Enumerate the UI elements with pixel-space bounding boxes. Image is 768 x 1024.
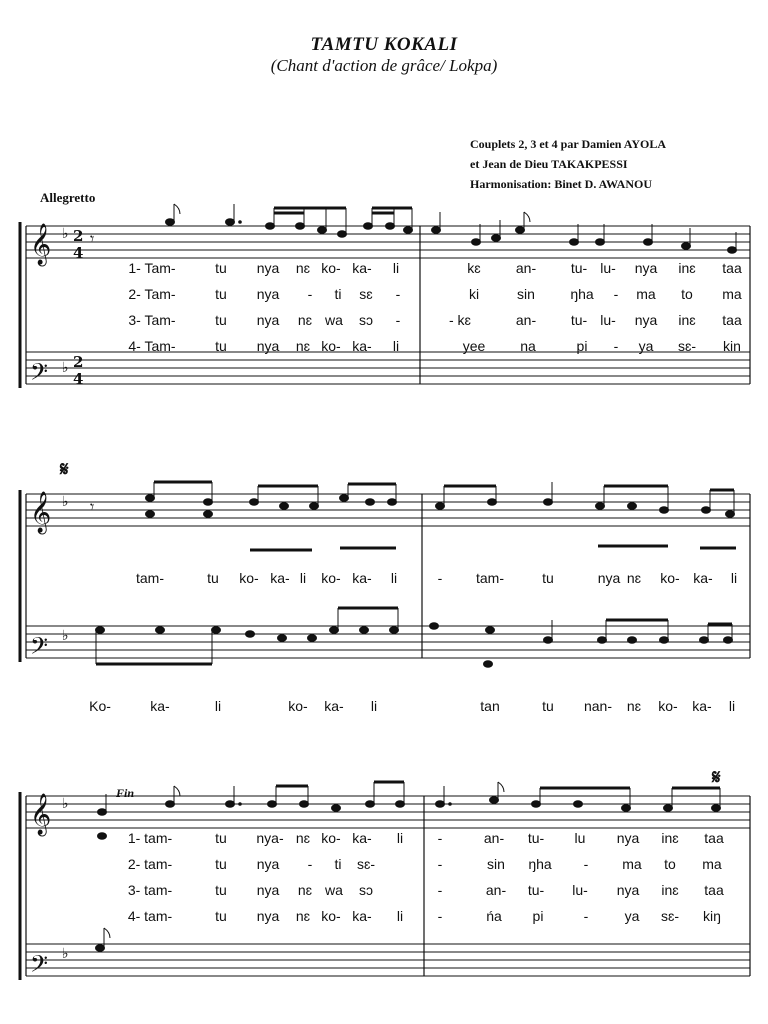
lyric-syllable: 4- Tam-: [128, 338, 176, 354]
lyric-syllable: -: [307, 856, 313, 872]
lyric-syllable: ma: [636, 286, 656, 302]
lyric-syllable: ka-: [352, 830, 372, 846]
lyric-syllable: -: [437, 908, 443, 924]
lyric-syllable: nya: [634, 260, 658, 276]
lyric-syllable: nya: [597, 570, 621, 586]
lyric-syllable: -: [583, 856, 589, 872]
lyric-syllable: nɛ: [295, 260, 311, 276]
lyric-syllable: tu: [215, 286, 227, 302]
lyric-syllable: li: [392, 260, 400, 276]
system2-treble-notes: [146, 482, 737, 550]
treble-clef-icon: 𝄞: [30, 492, 52, 533]
lyric-syllable: -: [613, 338, 619, 354]
lyric-syllable: ma: [622, 856, 642, 872]
svg-text:2: 2: [73, 353, 84, 371]
fin-marker: Fin: [116, 786, 135, 800]
lyric-syllable: taa: [704, 882, 724, 898]
lyric-syllable: li: [396, 830, 404, 846]
lyric-syllable: ka-: [352, 908, 372, 924]
lyric-syllable: tu: [215, 856, 227, 872]
lyric-syllable: li: [390, 570, 398, 586]
lyric-syllable: nya: [256, 260, 280, 276]
lyric-syllable: -: [437, 830, 443, 846]
lyric-syllable: an-: [483, 830, 505, 846]
lyric-syllable: tu-: [527, 882, 545, 898]
lyric-syllable: 1- Tam-: [128, 260, 176, 276]
time-signatures: [73, 227, 83, 388]
treble-clef-icon: 𝄞: [30, 794, 52, 835]
lyric-syllable: -: [437, 570, 443, 586]
system1-bass-staff: [26, 352, 750, 384]
system3-treble-staff: [26, 796, 750, 828]
lyric-syllable: kɛ: [467, 260, 481, 276]
lyric-syllable: na: [520, 338, 536, 354]
lyric-syllable: li: [396, 908, 404, 924]
lyric-syllable: nya: [256, 856, 280, 872]
lyric-syllable: to: [681, 286, 693, 302]
lyric-syllable: tu-: [527, 830, 545, 846]
lyric-syllable: wa: [325, 882, 343, 898]
lyric-syllable: ti: [334, 286, 342, 302]
lyric-syllable: lu-: [572, 882, 588, 898]
lyric-syllable: nan-: [583, 698, 613, 714]
credit-line-verses: Couplets 2, 3 et 4 par Damien AYOLA: [470, 137, 667, 151]
lyric-syllable: kiŋ: [703, 908, 721, 924]
lyric-syllable: 3- tam-: [127, 882, 173, 898]
lyric-syllable: ya: [638, 338, 654, 354]
flat-key-signatures: [62, 226, 69, 962]
treble-clef-icon: 𝄞: [30, 224, 52, 265]
bass-clef-icon: 𝄢: [30, 950, 49, 983]
bass-clef-icon: 𝄢: [30, 358, 49, 391]
lyric-syllable: -: [307, 286, 313, 302]
svg-text:4: 4: [73, 244, 84, 262]
lyric-syllable: ka-: [352, 338, 372, 354]
lyric-syllable: tu: [542, 698, 554, 714]
lyric-syllable: 2- tam-: [127, 856, 173, 872]
lyric-syllable: li: [299, 570, 307, 586]
lyric-syllable: tu: [542, 570, 554, 586]
lyric-syllable: tu: [215, 312, 227, 328]
lyric-syllable: ki: [468, 286, 480, 302]
lyric-syllable: sɔ: [359, 312, 373, 328]
lyric-syllable: nya: [616, 830, 640, 846]
lyric-syllable: sɛ: [359, 286, 373, 302]
lyric-syllable: ńa: [486, 908, 502, 924]
lyric-syllable: tu: [215, 882, 227, 898]
lyric-syllable: -: [437, 856, 443, 872]
lyric-syllable: wa: [325, 312, 343, 328]
lyric-syllable: ka-: [352, 260, 372, 276]
lyric-syllable: ti: [334, 856, 342, 872]
lyric-syllable: tan: [480, 698, 500, 714]
lyric-syllable: lu-: [600, 312, 616, 328]
lyric-syllable: nɛ: [295, 908, 311, 924]
segno-sign-end: 𝄋: [712, 767, 721, 789]
svg-text:♭: ♭: [62, 494, 69, 510]
svg-text:♭: ♭: [62, 360, 69, 376]
lyric-syllable: inɛ: [661, 882, 679, 898]
lyric-syllable: tu-: [570, 312, 588, 328]
lyric-syllable: ya: [624, 908, 640, 924]
system1-notes: [166, 204, 737, 253]
lyric-syllable: 1- tam-: [127, 830, 173, 846]
lyric-syllable: nya: [256, 882, 280, 898]
credit-line-coauthor: et Jean de Dieu TAKAKPESSI: [470, 157, 628, 171]
lyric-syllable: li: [370, 698, 378, 714]
lyric-syllable: tu: [215, 338, 227, 354]
lyric-syllable: li: [214, 698, 222, 714]
lyric-syllable: ka-: [352, 570, 372, 586]
clefs-and-signatures: [30, 223, 94, 983]
lyric-syllable: nya: [256, 908, 280, 924]
lyric-syllable: nɛ: [626, 570, 642, 586]
lyric-syllable: yee: [462, 338, 486, 354]
lyric-syllable: sɛ-: [660, 908, 680, 924]
lyric-syllable: ko-: [660, 570, 680, 586]
lyric-syllable: -: [583, 908, 589, 924]
lyric-syllable: ko-: [239, 570, 259, 586]
svg-text:♭: ♭: [62, 628, 69, 644]
lyric-syllable: taa: [722, 260, 742, 276]
lyric-syllable: nya: [256, 338, 280, 354]
lyric-syllable: an-: [515, 260, 537, 276]
lyric-syllable: lu: [574, 830, 586, 846]
lyric-syllable: inɛ: [661, 830, 679, 846]
lyric-syllable: tu: [215, 908, 227, 924]
song-subtitle: (Chant d'action de grâce/ Lokpa): [270, 56, 498, 75]
lyric-syllable: tam-: [136, 570, 164, 586]
lyric-syllable: ko-: [288, 698, 308, 714]
lyric-syllable: nya: [616, 882, 640, 898]
lyric-syllable: -: [437, 882, 443, 898]
song-title: TAMTU KOKALI: [310, 34, 458, 55]
lyric-syllable: sin: [487, 856, 505, 872]
lyric-syllable: tam-: [476, 570, 504, 586]
lyric-syllable: taa: [722, 312, 742, 328]
eighth-rest-icon: 𝄾: [90, 497, 95, 516]
lyric-syllable: li: [728, 698, 736, 714]
lyric-syllable: ko-: [321, 830, 341, 846]
lyric-syllable: ŋha: [528, 856, 552, 872]
lyric-syllable: nya: [256, 286, 280, 302]
lyric-syllable: li: [730, 570, 738, 586]
lyric-syllable: nya: [634, 312, 658, 328]
lyric-syllable: nɛ: [626, 698, 642, 714]
lyric-syllable: pi: [532, 908, 544, 924]
lyric-syllable: -: [395, 286, 401, 302]
lyric-syllable: sɛ-: [677, 338, 697, 354]
lyric-syllable: ko-: [658, 698, 678, 714]
system2-bass-staff: [26, 626, 750, 658]
lyric-syllable: ko-: [321, 260, 341, 276]
lyric-syllable: ko-: [321, 570, 341, 586]
lyric-syllable: tu: [215, 830, 227, 846]
system1-treble-staff: [26, 226, 750, 258]
lyric-syllable: ko-: [321, 338, 341, 354]
lyric-syllable: tu: [215, 260, 227, 276]
lyric-syllable: nɛ: [295, 338, 311, 354]
lyric-syllable: pi: [576, 338, 588, 354]
bass-clef-icon: 𝄢: [30, 632, 49, 665]
lyric-syllable: sɔ: [359, 882, 373, 898]
lyric-syllable: an-: [485, 882, 507, 898]
lyric-syllable: - kɛ: [449, 312, 471, 328]
lyric-syllable: Ko-: [89, 698, 111, 714]
lyric-syllable: 2- Tam-: [128, 286, 176, 302]
lyric-syllable: nɛ: [297, 882, 313, 898]
lyric-syllable: sin: [517, 286, 535, 302]
segno-sign-start: 𝄋: [60, 459, 69, 481]
svg-text:2: 2: [73, 227, 84, 245]
lyric-syllable: taa: [704, 830, 724, 846]
lyric-syllable: nya-: [256, 830, 284, 846]
lyric-syllable: ko-: [321, 908, 341, 924]
tempo-marking: Allegretto: [40, 190, 96, 205]
system3-bass-staff: [26, 944, 750, 976]
lyric-syllable: ka-: [693, 570, 713, 586]
lyric-syllable: an-: [515, 312, 537, 328]
lyric-syllable: ma: [722, 286, 742, 302]
svg-text:♭: ♭: [62, 796, 69, 812]
lyric-syllable: tu: [207, 570, 219, 586]
lyric-syllable: ka-: [692, 698, 712, 714]
lyric-syllable: ma: [702, 856, 722, 872]
lyric-syllable: -: [613, 286, 619, 302]
lyric-syllable: 3- Tam-: [128, 312, 176, 328]
lyric-syllable: -: [395, 312, 401, 328]
lyric-syllable: inɛ: [678, 260, 696, 276]
lyric-syllable: lu-: [600, 260, 616, 276]
lyric-syllable: nɛ: [297, 312, 313, 328]
lyric-syllable: ka-: [324, 698, 344, 714]
system2-treble-staff: [26, 494, 750, 526]
lyric-syllable: kin: [723, 338, 741, 354]
eighth-rest-icon: 𝄾: [90, 229, 95, 248]
lyric-syllable: li: [392, 338, 400, 354]
lyric-syllable: sɛ-: [356, 856, 376, 872]
lyric-syllable: ŋha: [570, 286, 594, 302]
lyric-syllable: nɛ: [295, 830, 311, 846]
svg-text:♭: ♭: [62, 946, 69, 962]
lyric-syllable: 4- tam-: [127, 908, 173, 924]
lyric-syllable: ka-: [270, 570, 290, 586]
credit-line-harmonisation: Harmonisation: Binet D. AWANOU: [470, 177, 653, 191]
lyric-syllable: to: [664, 856, 676, 872]
lyric-syllable: tu-: [570, 260, 588, 276]
svg-text:4: 4: [73, 370, 84, 388]
svg-text:♭: ♭: [62, 226, 69, 242]
lyric-syllable: ka-: [150, 698, 170, 714]
lyric-syllable: nya: [256, 312, 280, 328]
lyric-syllable: inɛ: [678, 312, 696, 328]
